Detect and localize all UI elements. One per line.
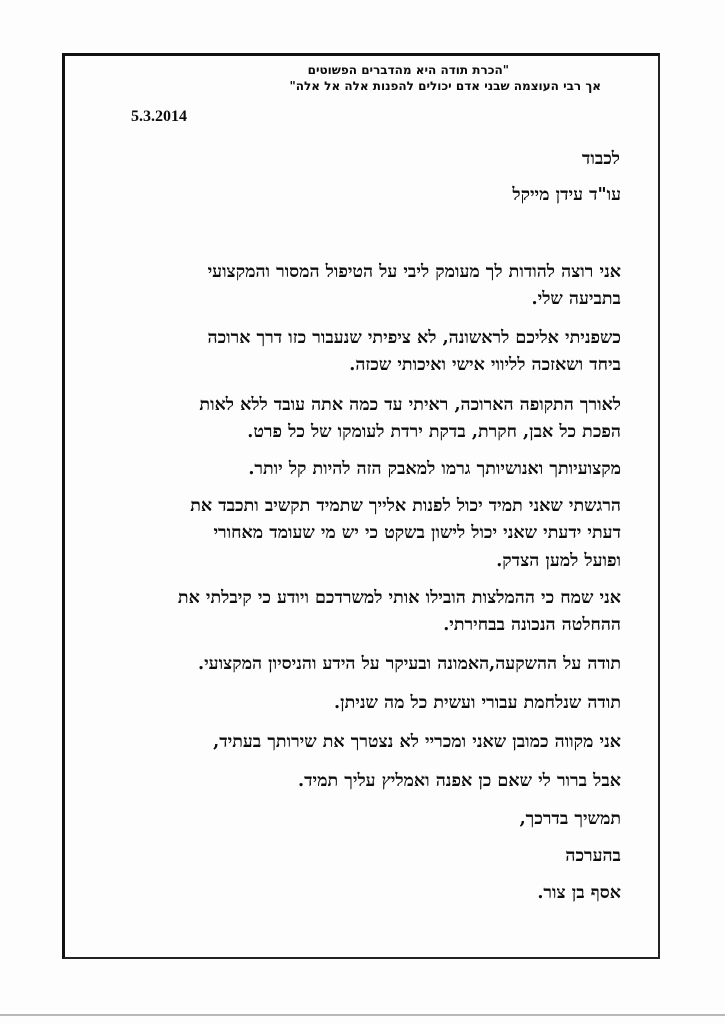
paragraph-9: אני מקווה כמובן שאני ומכריי לא נצטרך את שירותך בעתיד, xyxy=(213,732,621,752)
scan-edge-line xyxy=(0,1014,725,1016)
paragraph-8: תודה שנלחמת עבורי ועשית כל מה שניתן. xyxy=(334,693,621,713)
paragraph-6-line-2: ההחלטה הנכונה בבחירתי. xyxy=(443,615,621,635)
closing-regards: בהערכה xyxy=(565,846,621,866)
salutation: לכבוד xyxy=(581,149,620,169)
paragraph-3-line-2: הפכת כל אבן, חקרת, בדקת ירדת לעומקו של כל פרט. xyxy=(247,422,621,442)
recipient-name: עו"ד עידן מייקל xyxy=(512,185,621,205)
paragraph-3-line-1: לאורך התקופה הארוכה, ראיתי עד כמה אתה עובד ללא לאות xyxy=(199,395,621,415)
signature-name: אסף בן צור. xyxy=(537,883,621,903)
paragraph-5-line-1: הרגשתי שאני תמיד יכול לפנות אלייך שתמיד תקשיב ותכבד את xyxy=(190,496,621,516)
paragraph-2-line-2: ביחד ושאזכה לליווי אישי ואיכותי שכזה. xyxy=(349,355,621,375)
paragraph-6-line-1: אני שמח כי ההמלצות הובילו אותי למשרדכם ויודע כי קיבלתי את xyxy=(177,588,621,608)
header-quote-line-1: "הכרת תודה היא מהדברים הפשוטים xyxy=(307,63,509,77)
paragraph-2-line-1: כשפניתי אליכם לראשונה, לא ציפיתי שנעבור כזו דרך ארוכה xyxy=(207,328,621,348)
paragraph-4: מקצועיותך ואנושיותך גרמו למאבק הזה להיות קל יותר. xyxy=(248,459,621,479)
paragraph-7: תודה על ההשקעה,האמונה ובעיקר על הידע והניסיון המקצועי. xyxy=(198,654,621,674)
paragraph-5-line-2: דעתי ידעתי שאני יכול לישון בשקט כי יש מי שעומד מאחורי xyxy=(213,523,621,543)
header-quote-line-2: אך רבי העוצמה שבני אדם יכולים להפנות אלה אל אלה" xyxy=(289,79,601,93)
letter-date: 5.3.2014 xyxy=(131,108,187,125)
paragraph-10: אבל ברור לי שאם כן אפנה ואמליץ עליך תמיד. xyxy=(298,771,621,791)
paragraph-1-line-1: אני רוצה להודות לך מעומק ליבי על הטיפול המסור והמקצועי xyxy=(207,262,621,282)
paragraph-1-line-2: בתביעה שלי. xyxy=(531,289,621,309)
closing-line: תמשיך בדרכך, xyxy=(519,809,621,829)
paragraph-5-line-3: ופועל למען הצדק. xyxy=(496,551,621,571)
